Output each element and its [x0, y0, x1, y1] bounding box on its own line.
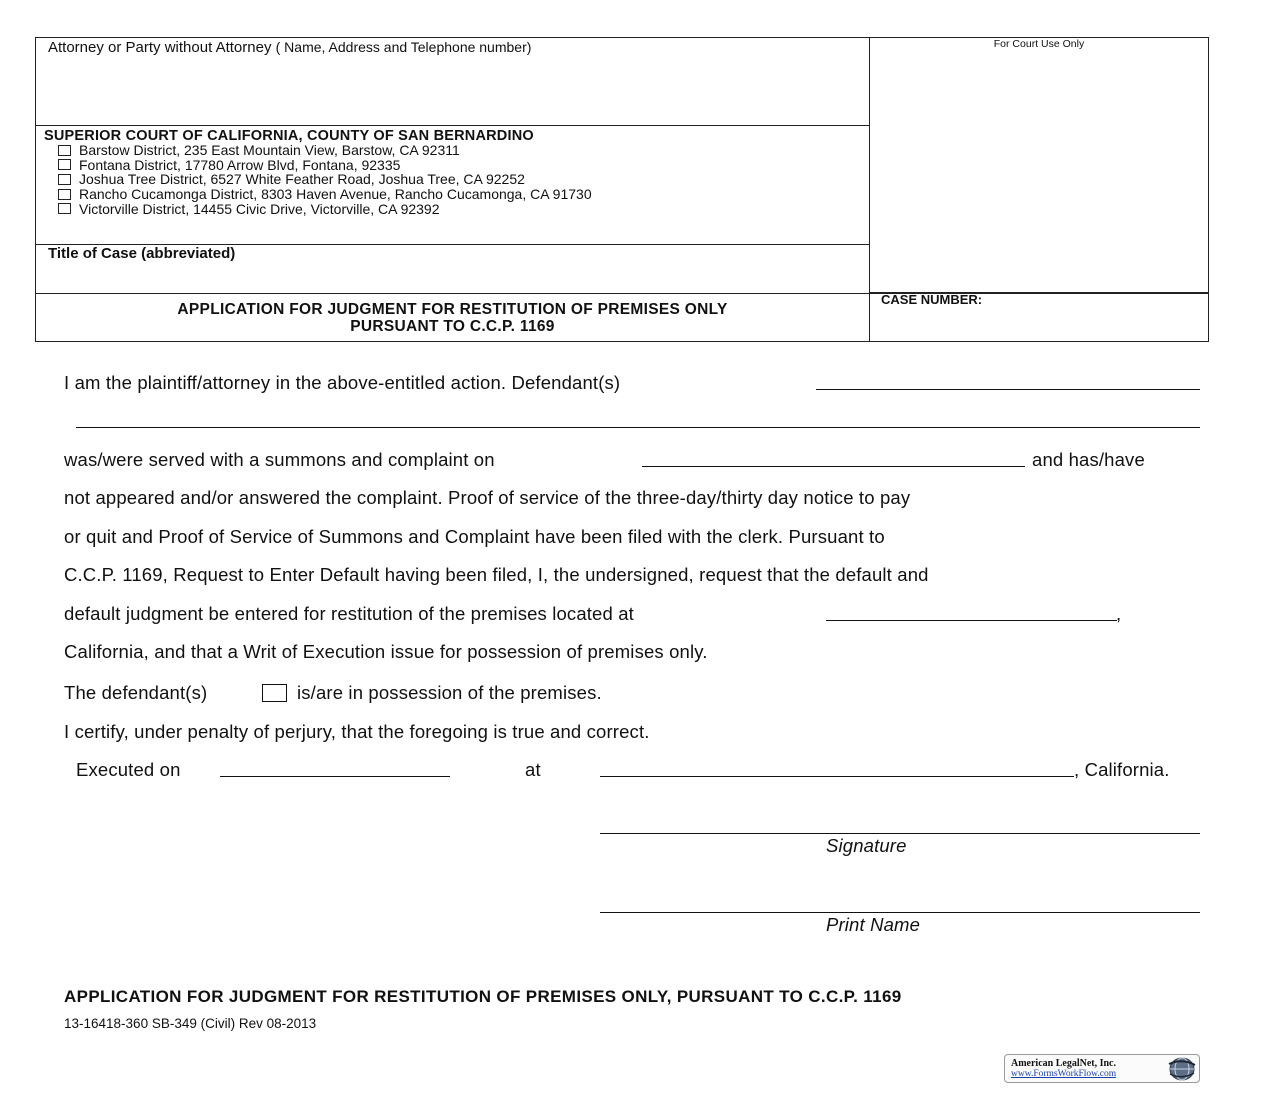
district-label: Fontana District, 17780 Arrow Blvd, Fontana, 92335	[79, 156, 401, 173]
attorney-label: Attorney or Party without Attorney	[48, 39, 272, 56]
defendants-field-continued[interactable]	[76, 427, 1200, 428]
district-label: Barstow District, 235 East Mountain View, Barstow, CA 92311	[79, 142, 460, 159]
district-option[interactable]	[58, 172, 592, 187]
district-option[interactable]	[58, 158, 592, 173]
case-number-box[interactable]	[869, 293, 1209, 342]
district-option[interactable]	[58, 201, 592, 216]
court-selection-box	[35, 125, 870, 245]
signature-field[interactable]	[600, 833, 1200, 834]
district-option[interactable]	[58, 143, 592, 158]
premises-comma: ,	[1116, 603, 1122, 624]
possession-text-b: is/are in possession of the premises.	[297, 682, 602, 703]
district-checkbox[interactable]	[58, 189, 71, 200]
defendants-field[interactable]	[816, 389, 1200, 390]
district-label: Rancho Cucamonga District, 8303 Haven Avenue, Rancho Cucamonga, CA 91730	[79, 186, 592, 203]
court-name: SUPERIOR COURT OF CALIFORNIA, COUNTY OF SAN BERNARDINO	[44, 128, 534, 144]
california-label: , California.	[1074, 759, 1170, 780]
title-of-case-label: Title of Case (abbreviated)	[48, 245, 236, 262]
form-title-line1: APPLICATION FOR JUDGMENT FOR RESTITUTION OF PREMISES ONLY	[177, 301, 728, 318]
form-id: 13-16418-360 SB-349 (Civil) Rev 08-2013	[64, 1016, 317, 1031]
signature-label: Signature	[826, 835, 907, 856]
district-list	[58, 143, 592, 216]
attorney-sub-label: ( Name, Address and Telephone number)	[275, 39, 532, 55]
district-label: Victorville District, 14455 Civic Drive, Victorville, CA 92392	[79, 200, 440, 217]
executed-on-label: Executed on	[76, 759, 181, 780]
globe-icon	[1166, 1056, 1196, 1082]
body-line-premises: default judgment be entered for restitution of the premises located at	[64, 603, 634, 624]
premises-location-field[interactable]	[826, 620, 1117, 621]
executed-place-field[interactable]	[600, 776, 1074, 777]
footer-title: APPLICATION FOR JUDGMENT FOR RESTITUTION OF PREMISES ONLY, PURSUANT TO C.C.P. 1169	[64, 987, 902, 1006]
form-title-line2: PURSUANT TO C.C.P. 1169	[350, 318, 555, 335]
body-line-3: not appeared and/or answered the complaint. Proof of service of the three-day/thirty day notice to pay	[64, 487, 911, 508]
body-line-defendants: I am the plaintiff/attorney in the above-entitled action. Defendant(s)	[64, 372, 621, 393]
district-checkbox[interactable]	[58, 174, 71, 185]
district-label: Joshua Tree District, 6527 White Feather Road, Joshua Tree, CA 92252	[79, 171, 525, 188]
certification-text: I certify, under penalty of perjury, that the foregoing is true and correct.	[64, 721, 650, 742]
title-of-case-box[interactable]	[35, 244, 870, 294]
district-checkbox[interactable]	[58, 203, 71, 214]
possession-checkbox[interactable]	[262, 684, 287, 702]
print-name-field[interactable]	[600, 912, 1200, 913]
at-label: at	[525, 759, 541, 780]
print-name-label: Print Name	[826, 914, 921, 935]
court-use-label: For Court Use Only	[993, 38, 1085, 50]
body-line-4: or quit and Proof of Service of Summons and Complaint have been filed with the clerk. Pursuant to	[64, 526, 885, 547]
district-checkbox[interactable]	[58, 145, 71, 156]
possession-text-a: The defendant(s)	[64, 682, 208, 703]
logo-company-text: American LegalNet, Inc.	[1011, 1058, 1116, 1069]
district-option[interactable]	[58, 187, 592, 202]
american-legalnet-logo[interactable]	[1004, 1054, 1200, 1083]
body-line-served-tail: and has/have	[1032, 449, 1145, 470]
logo-url-link[interactable]: www.FormsWorkFlow.com	[1011, 1069, 1117, 1079]
district-checkbox[interactable]	[58, 159, 71, 170]
service-date-field[interactable]	[642, 466, 1025, 467]
case-number-label: CASE NUMBER:	[881, 292, 983, 307]
caption-left-attorney-box	[35, 37, 870, 126]
form-title-box	[35, 293, 870, 342]
body-line-served: was/were served with a summons and complaint on	[64, 449, 495, 470]
court-use-box[interactable]	[869, 37, 1209, 293]
body-line-7: California, and that a Writ of Execution issue for possession of premises only.	[64, 641, 708, 662]
executed-date-field[interactable]	[220, 776, 450, 777]
body-line-5: C.C.P. 1169, Request to Enter Default having been filed, I, the undersigned, request that the default and	[64, 564, 929, 585]
